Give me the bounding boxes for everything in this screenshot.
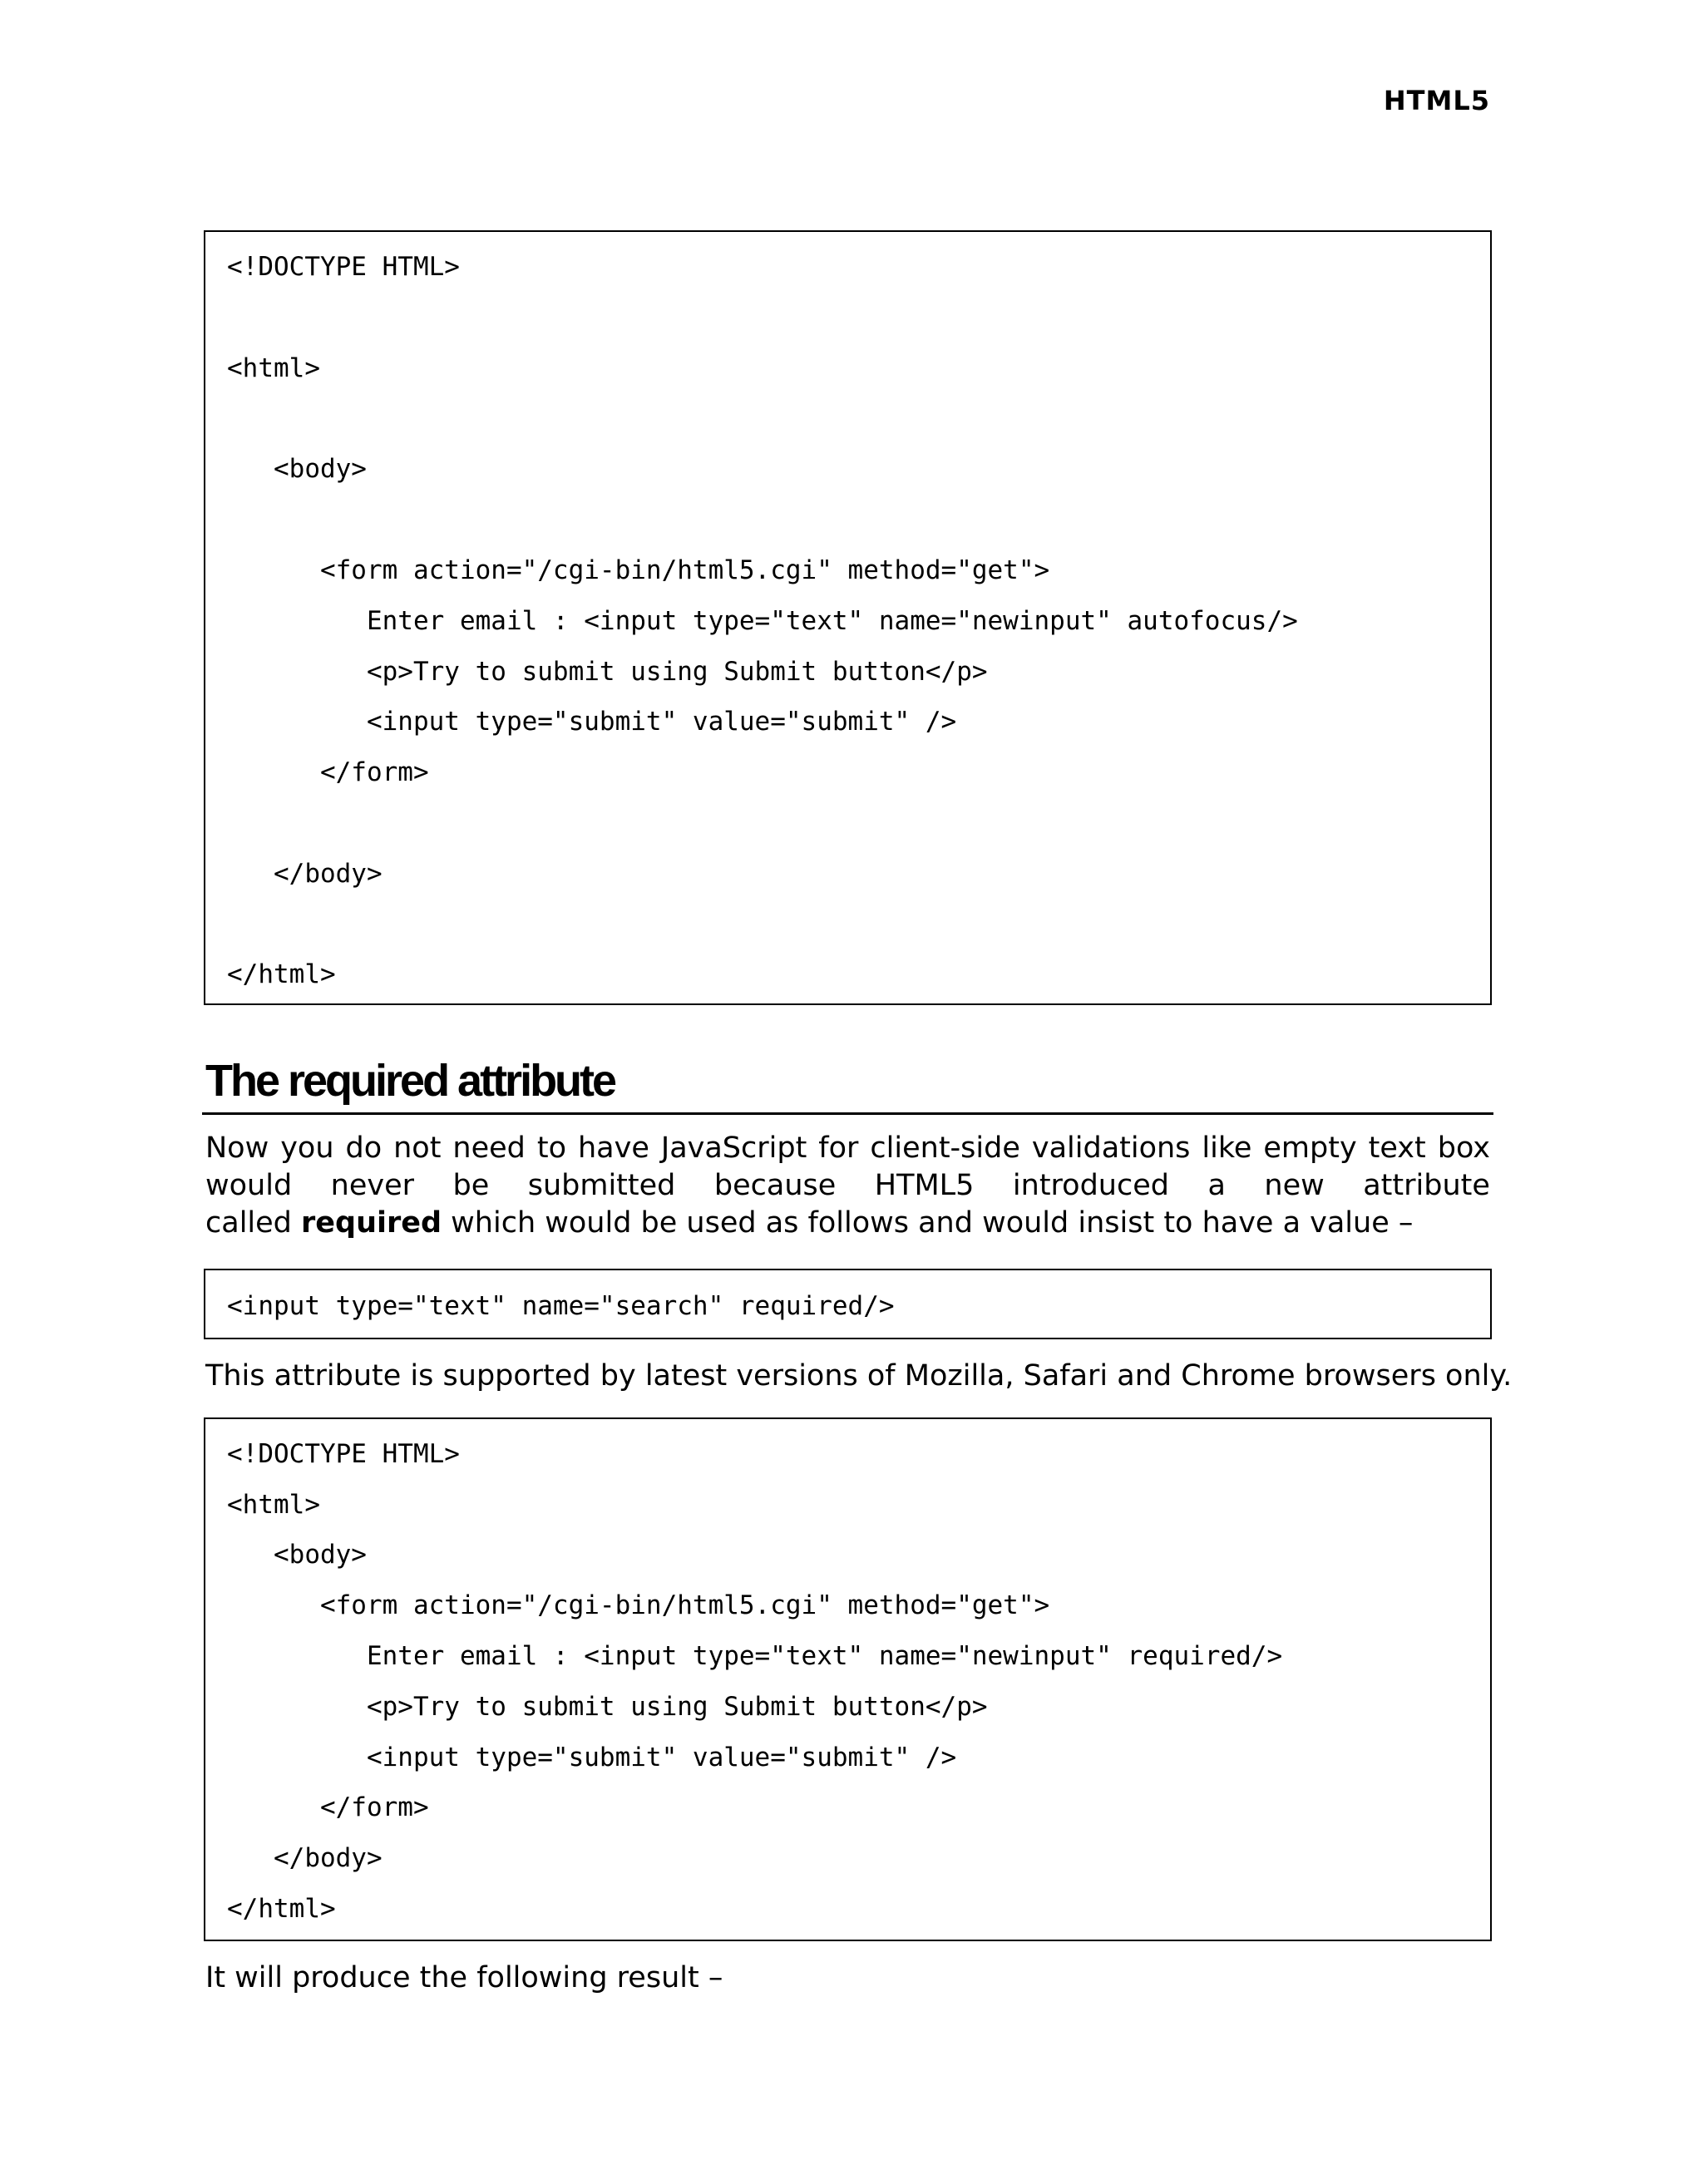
intro-word: submitted bbox=[527, 1169, 676, 1202]
code-line: <html> bbox=[227, 1490, 320, 1520]
intro-line-1: Now you do not need to have JavaScript for client-side validations like empty text box bbox=[205, 1131, 1490, 1165]
code-line: </html> bbox=[227, 1894, 336, 1924]
code-line: <body> bbox=[227, 1540, 367, 1570]
code-line: </form> bbox=[227, 1792, 429, 1822]
code-block-autofocus-example bbox=[204, 230, 1492, 1005]
code-line: <form action="/cgi-bin/html5.cgi" method="get"> bbox=[227, 1590, 1050, 1620]
required-keyword: required bbox=[301, 1206, 442, 1240]
intro-word: new bbox=[1264, 1169, 1325, 1202]
code-block-required-example bbox=[204, 1417, 1492, 1941]
intro-word: HTML5 bbox=[874, 1169, 975, 1202]
intro-line-3-prefix: called bbox=[205, 1206, 302, 1240]
code-line: <p>Try to submit using Submit button</p> bbox=[227, 1692, 988, 1722]
intro-word: never bbox=[330, 1169, 415, 1202]
intro-word: attribute bbox=[1363, 1169, 1490, 1202]
code-line: <input type="submit" value="submit" /> bbox=[227, 1743, 957, 1772]
intro-word: because bbox=[713, 1169, 837, 1202]
result-intro-text: It will produce the following result – bbox=[205, 1961, 723, 1994]
intro-line-2 bbox=[205, 1167, 1490, 1205]
code-line: <input type="submit" value="submit" /> bbox=[227, 707, 957, 737]
code-line: <!DOCTYPE HTML> bbox=[227, 252, 460, 282]
code-line: </form> bbox=[227, 757, 429, 787]
support-note bbox=[205, 1358, 1513, 1395]
intro-word: introduced bbox=[1012, 1169, 1169, 1202]
code-line: <html> bbox=[227, 353, 320, 383]
running-header: HTML5 bbox=[1383, 85, 1490, 116]
intro-paragraph bbox=[205, 1130, 1490, 1242]
code-line: <body> bbox=[227, 454, 367, 484]
heading-rule bbox=[202, 1112, 1493, 1115]
code-line: </body> bbox=[227, 1843, 383, 1873]
intro-line-3-suffix: which would be used as follows and would insist to have a value – bbox=[442, 1206, 1414, 1240]
code-line: </html> bbox=[227, 959, 336, 989]
code-line: </body> bbox=[227, 859, 383, 889]
intro-word: be bbox=[452, 1169, 490, 1202]
code-line: <input type="text" name="search" required/> bbox=[227, 1291, 895, 1321]
code-line: <!DOCTYPE HTML> bbox=[227, 1439, 460, 1469]
code-line: Enter email : <input type="text" name="newinput" autofocus/> bbox=[227, 606, 1298, 636]
result-intro bbox=[205, 1960, 1490, 1997]
code-line: <form action="/cgi-bin/html5.cgi" method="get"> bbox=[227, 555, 1050, 585]
code-block-required-input bbox=[204, 1269, 1492, 1339]
code-line: Enter email : <input type="text" name="newinput" required/> bbox=[227, 1641, 1283, 1671]
intro-word: would bbox=[205, 1169, 293, 1202]
intro-line-3 bbox=[205, 1205, 1490, 1242]
intro-word: a bbox=[1207, 1169, 1226, 1202]
section-heading: The required attribute bbox=[205, 1056, 615, 1106]
support-note-text: This attribute is supported by latest versions of Mozilla, Safari and Chrome browsers only. bbox=[205, 1359, 1513, 1393]
code-line: <p>Try to submit using Submit button</p> bbox=[227, 657, 988, 687]
